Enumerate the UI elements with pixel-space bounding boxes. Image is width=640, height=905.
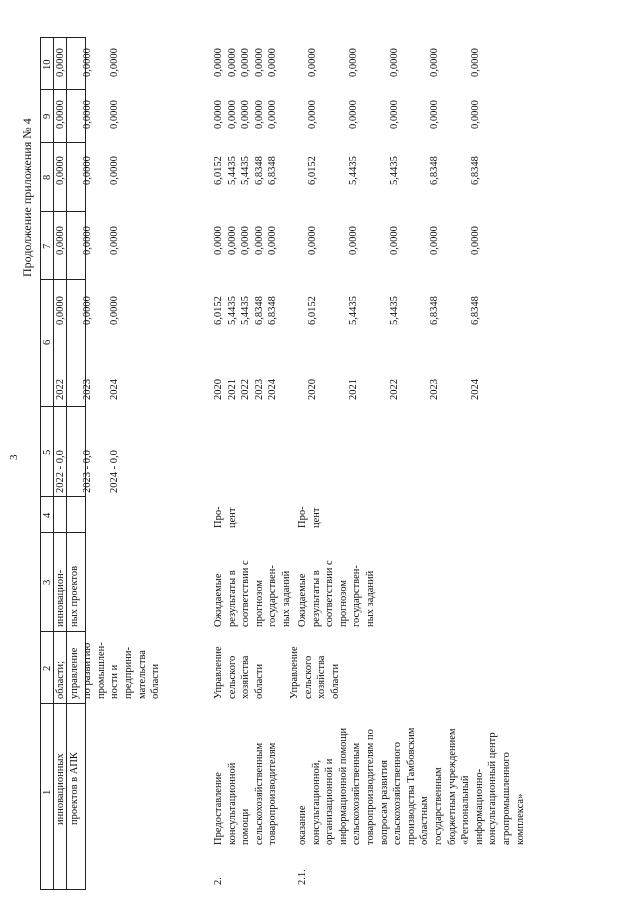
row2-col8: 6,0152 5,4435 5,4435 6,8348 6,8348: [213, 156, 279, 185]
cont-col10: 0,0000 0,0000 0,0000: [55, 48, 121, 77]
col-num-9: 9: [42, 113, 53, 119]
grid-line: [40, 279, 85, 280]
cont-col7: 0,0000 0,0000 0,0000: [55, 226, 121, 255]
grid-line: [40, 89, 85, 90]
row21-col9: 0,0000 0,0000 0,0000 0,0000 0,0000: [307, 100, 482, 129]
row2-col9: 0,0000 0,0000 0,0000 0,0000 0,0000: [213, 100, 279, 129]
grid-line: [40, 142, 85, 143]
col-num-5: 5: [42, 449, 53, 455]
page-number: 3: [8, 454, 20, 460]
grid-line: [40, 703, 85, 704]
table-border-left: [40, 889, 85, 890]
row2-col3: Ожидаемые результаты в соответствии с прогнозом государствен- ных заданий: [213, 560, 292, 627]
row21-col6-value: 6,0152 5,4435 5,4435 6,8348 6,8348: [307, 296, 482, 325]
row21-col10: 0,0000 0,0000 0,0000 0,0000 0,0000: [307, 48, 482, 77]
col-num-8: 8: [42, 174, 53, 180]
col-num-6: 6: [42, 339, 53, 345]
grid-line: [40, 631, 85, 632]
row2-col10: 0,0000 0,0000 0,0000 0,0000 0,0000: [213, 48, 279, 77]
grid-line: [40, 496, 85, 497]
grid-line: [40, 532, 85, 533]
row21-col1: оказание консультационной, организационной и информационной помощи сельскохозяйственным товаропроизводителям по вопросам развития сельскохозяйственного производства Тамбовским областным государственным бюджетным учреждением «Региональный информационно- консультационный центр агропромышленного комплекса»: [297, 727, 526, 845]
row21-col6-year: 2020 2021 2022 2023 2024: [307, 379, 482, 400]
row2-col4: Про- цент: [213, 506, 238, 528]
row21-col3: Ожидаемые результаты в соответствии с прогнозом государствен- ных заданий: [297, 560, 376, 627]
cont-col9: 0,0000 0,0000 0,0000: [55, 100, 121, 129]
col-num-2: 2: [42, 665, 53, 671]
row21-col4: Про- цент: [297, 506, 322, 528]
table-border-right: [40, 37, 85, 38]
row2-number: 2.: [213, 877, 224, 885]
col-num-10: 10: [42, 59, 53, 70]
row2-col6-value: 6,0152 5,4435 5,4435 6,8348 6,8348: [213, 296, 279, 325]
cont-col6-year: 2022 2023 2024: [55, 379, 121, 400]
grid-line: [40, 406, 85, 407]
cont-col6-value: 0,0000 0,0000 0,0000: [55, 296, 121, 325]
cont-col8: 0,0000 0,0000 0,0000: [55, 156, 121, 185]
table-border-top: [40, 37, 41, 890]
cont-col2: области; управление по развитию промышлен- ности и предприни- мательства области: [55, 642, 162, 699]
row21-col7: 0,0000 0,0000 0,0000 0,0000 0,0000: [307, 226, 482, 255]
row21-col8: 6,0152 5,4435 5,4435 6,8348 6,8348: [307, 156, 482, 185]
row21-number: 2.1.: [297, 869, 308, 885]
col-num-7: 7: [42, 243, 53, 249]
row2-col1: Предоставление консультационной помощи сельскохозяйственным товаропроизводителям: [213, 742, 279, 845]
grid-line: [40, 211, 85, 212]
cont-col1: инновационных проектов в АПК: [55, 752, 80, 825]
col-num-4: 4: [42, 512, 53, 518]
cont-col5: 2022 - 0,0 2023 - 0,0 2024 - 0,0: [55, 450, 121, 493]
row2-col7: 0,0000 0,0000 0,0000 0,0000 0,0000: [213, 226, 279, 255]
row21-col2: Управление сельского хозяйства области: [289, 646, 341, 699]
cont-col3: инновацион- ных проектов: [55, 565, 80, 627]
col-num-1: 1: [42, 789, 53, 795]
row2-col2: Управление сельского хозяйства области: [213, 646, 265, 699]
col-num-3: 3: [42, 579, 53, 585]
row2-col6-year: 2020 2021 2022 2023 2024: [213, 379, 279, 400]
continuation-title: Продолжение приложения № 4: [20, 118, 34, 277]
